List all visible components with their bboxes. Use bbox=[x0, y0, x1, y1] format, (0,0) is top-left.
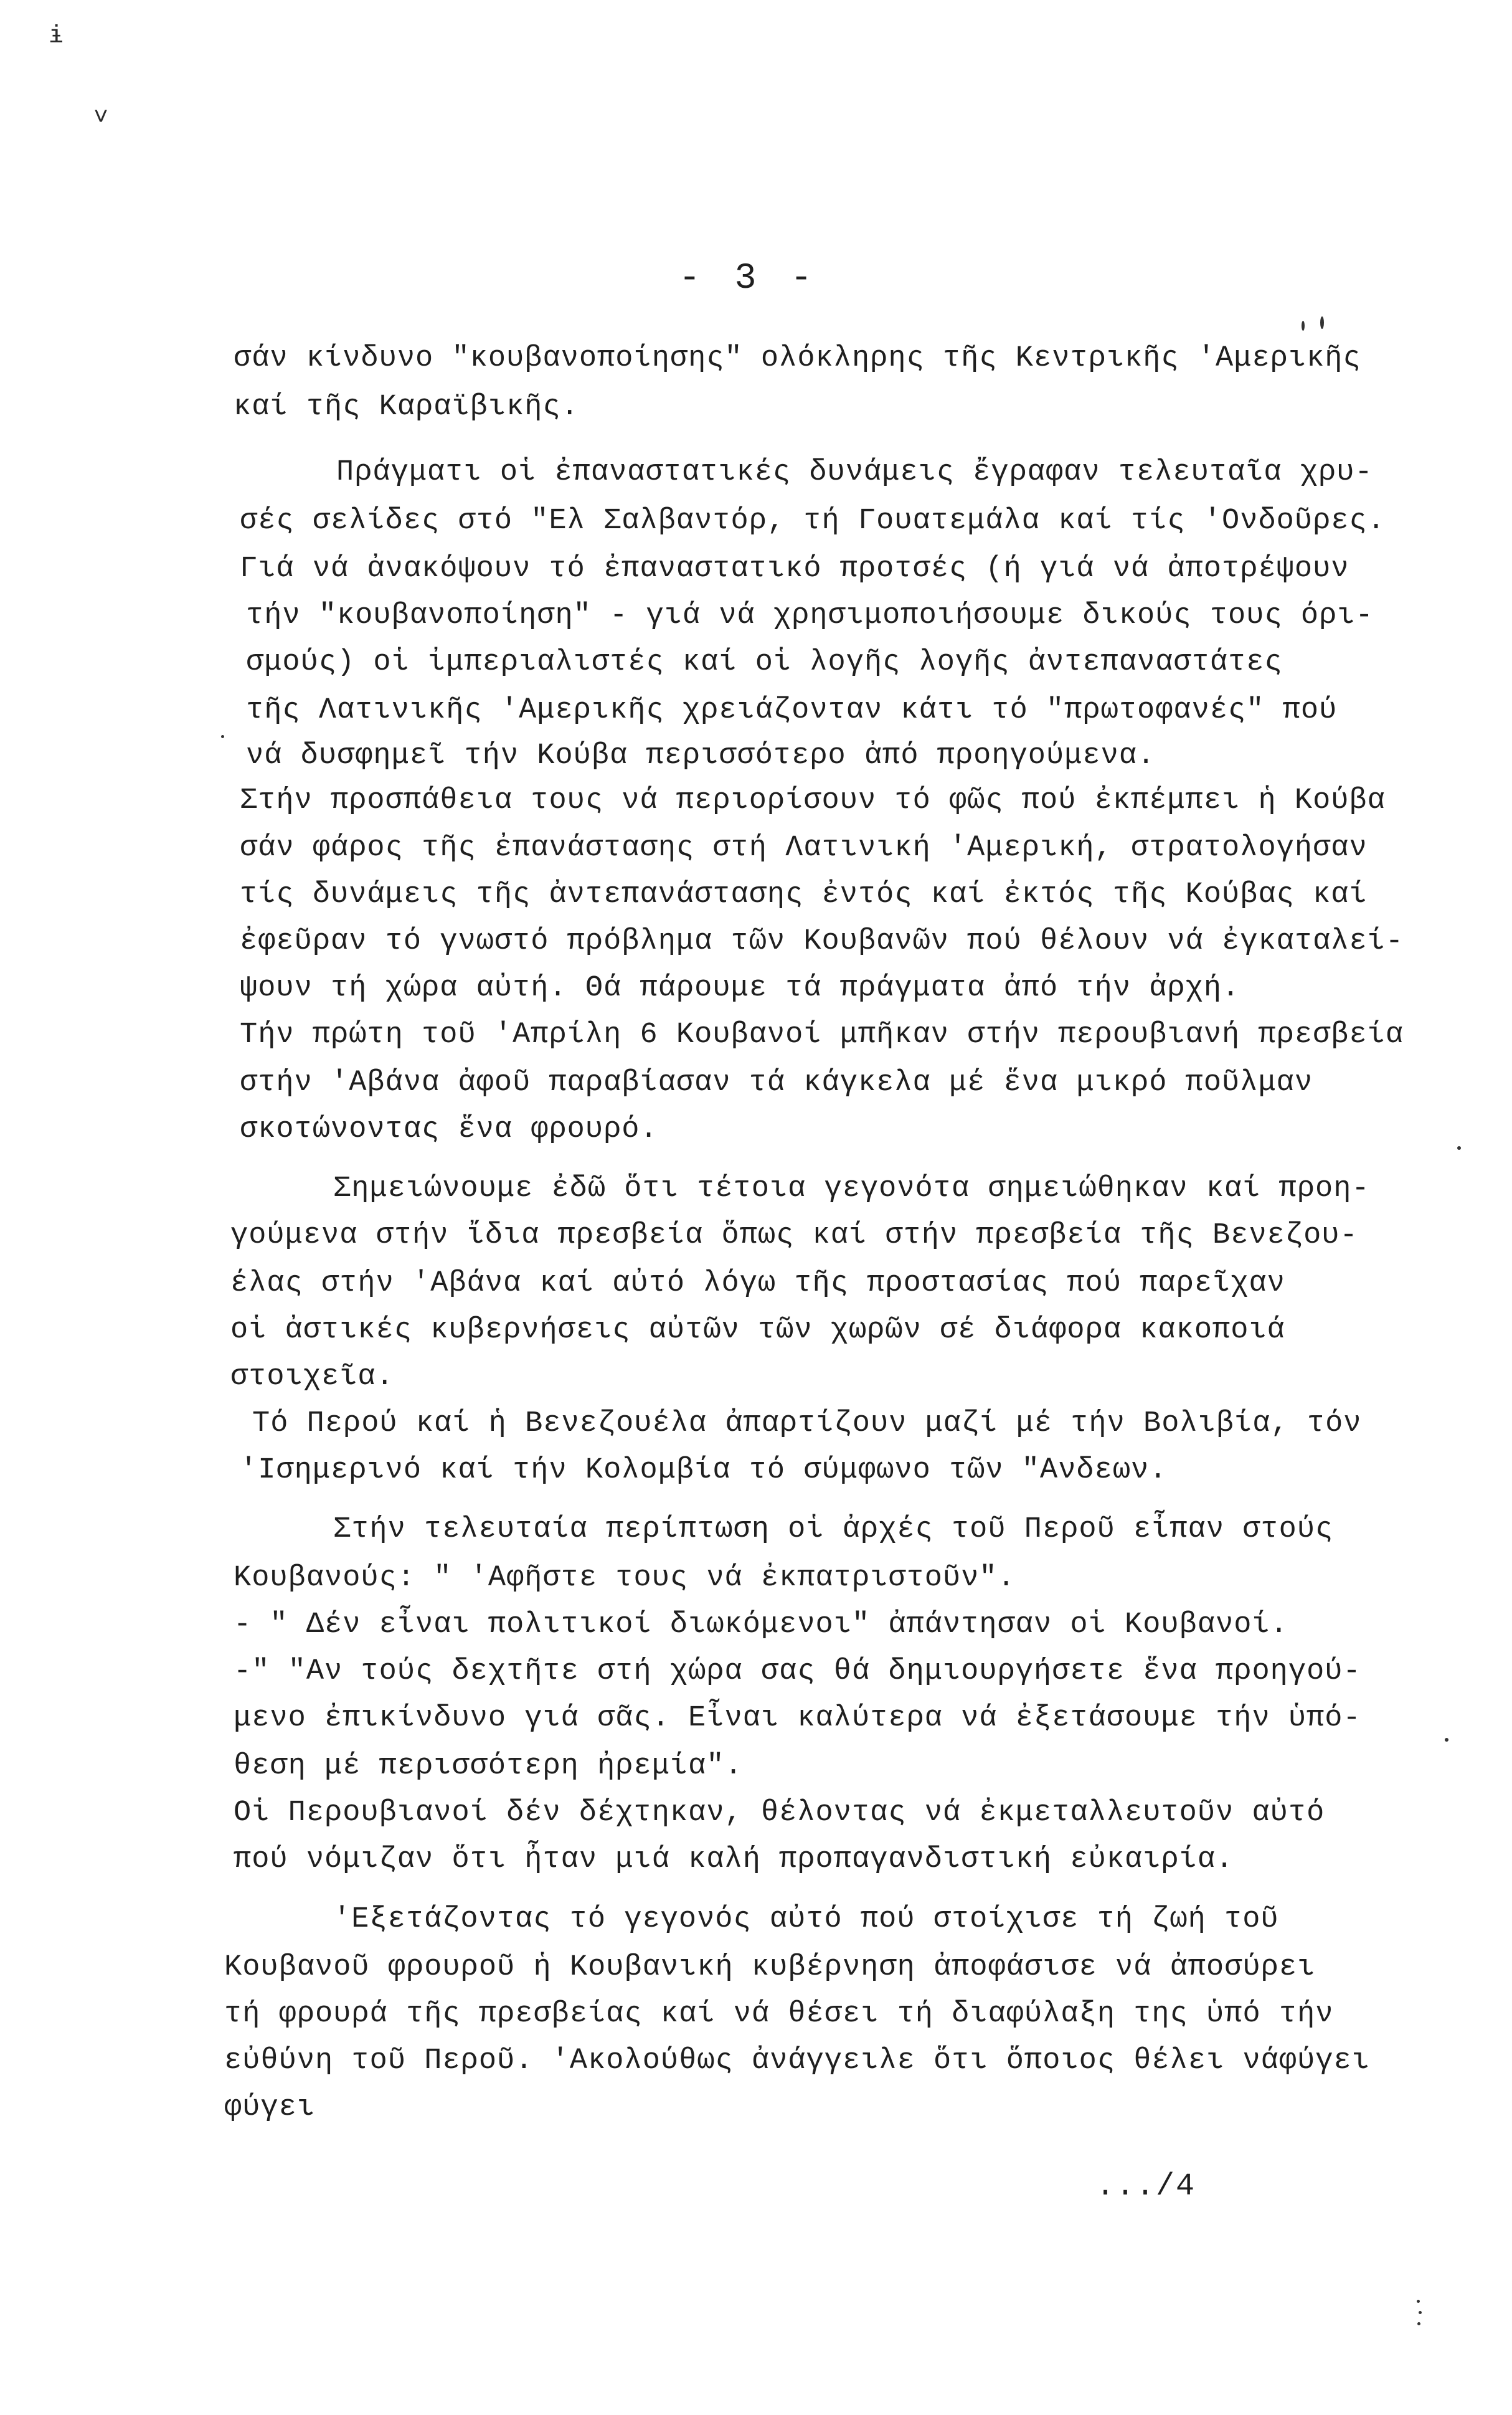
text-line: 'Ισημερινό καί τήν Κολομβία τό σύμφωνο τῶν "Ανδεων. bbox=[240, 1454, 1168, 1487]
text-line: Γιά νά ἀνακόψουν τό ἐπαναστατικό προτσές (ή γιά νά ἀποτρέψουν bbox=[240, 553, 1349, 586]
speck-mark bbox=[1417, 2300, 1420, 2303]
speck-mark bbox=[1419, 2311, 1422, 2314]
text-line: φύγει bbox=[224, 2091, 316, 2124]
text-line: Οἱ Περουβιανοί δέν δέχτηκαν, θέλοντας νά ἐκμεταλλευτοῦν αὐτό bbox=[234, 1796, 1325, 1829]
speck-mark bbox=[1457, 1146, 1461, 1150]
text-line: σκοτώνοντας ἕνα φρουρό. bbox=[240, 1113, 658, 1146]
text-line: Στήν τελευταία περίπτωση οἱ ἀρχές τοῦ Περοῦ εἶπαν στούς bbox=[333, 1513, 1334, 1546]
text-line: τήν "κουβανοποίηση" - γιά νά χρησιμοποιήσουμε δικούς τους όρι- bbox=[246, 599, 1374, 632]
text-line: ἐφεῦραν τό γνωστό πρόβλημα τῶν Κουβανῶν πού θέλουν νά ἐγκαταλεί- bbox=[240, 925, 1404, 958]
speck-mark bbox=[1445, 1738, 1448, 1742]
text-line: οἱ ἀστικές κυβερνήσεις αὐτῶν τῶν χωρῶν σέ διάφορα κακοποιά bbox=[230, 1314, 1285, 1347]
corner-mark: ɨ bbox=[49, 22, 64, 50]
text-line: τῆς Λατινικῆς 'Αμερικῆς χρειάζονταν κάτι τό "πρωτοφανές" πού bbox=[246, 694, 1338, 727]
text-line: σμούς) οἱ ἰμπεριαλιστές καί οἱ λογῆς λογῆς ἀντεπαναστάτες bbox=[246, 646, 1283, 679]
speck-mark bbox=[1302, 321, 1305, 331]
text-line: έλας στήν 'Αβάνα καί αὐτό λόγω τῆς προστασίας πού παρεῖχαν bbox=[230, 1267, 1285, 1300]
text-line: πού νόμιζαν ὅτι ἦταν μιά καλή προπαγανδιστική εὐκαιρία. bbox=[234, 1843, 1234, 1876]
text-line: στοιχεῖα. bbox=[230, 1360, 394, 1393]
page-number: - 3 - bbox=[679, 259, 819, 299]
text-line: - " Δέν εἶναι πολιτικοί διωκόμενοι" ἀπάντησαν οἱ Κουβανοί. bbox=[234, 1608, 1288, 1641]
text-line: Στήν προσπάθεια τους νά περιορίσουν τό φῶς πού ἐκπέμπει ἡ Κούβα bbox=[240, 784, 1386, 817]
text-line: ψουν τή χώρα αὐτή. Θά πάρουμε τά πράγματα ἀπό τήν ἀρχή. bbox=[240, 972, 1240, 1005]
text-line: γούμενα στήν ἴδια πρεσβεία ὅπως καί στήν πρεσβεία τῆς Βενεζου- bbox=[230, 1219, 1358, 1252]
text-line: σάν φάρος τῆς ἐπανάστασης στή Λατινική 'Αμερική, στρατολογήσαν bbox=[240, 832, 1368, 865]
text-line: Σημειώνουμε ἐδῶ ὅτι τέτοια γεγονότα σημειώθηκαν καί προη- bbox=[333, 1172, 1370, 1205]
text-line: καί τῆς Καραϊβικῆς. bbox=[234, 391, 579, 424]
text-line: σές σελίδες στό "Ελ Σαλβαντόρ, τή Γουατεμάλα καί τίς 'Ονδοῦρες. bbox=[240, 505, 1386, 538]
text-line: εὐθύνη τοῦ Περοῦ. 'Ακολούθως ἀνάγγειλε ὅτι ὅποιος θέλει νάφύγει bbox=[224, 2044, 1370, 2077]
text-line: σάν κίνδυνο "κουβανοποίησης" ολόκληρης τῆς Κεντρικῆς 'Αμερικῆς bbox=[234, 342, 1361, 375]
text-line: Κουβανοῦ φρουροῦ ἡ Κουβανική κυβέρνηση ἀποφάσισε νά ἀποσύρει bbox=[224, 1951, 1316, 1984]
text-line: τή φρουρά τῆς πρεσβείας καί νά θέσει τή διαφύλαξη της ὑπό τήν bbox=[224, 1998, 1334, 2031]
text-line: στήν 'Αβάνα ἀφοῦ παραβίασαν τά κάγκελα μέ ἕνα μικρό ποῦλμαν bbox=[240, 1066, 1313, 1099]
speck-mark bbox=[1320, 316, 1324, 329]
text-line: Κουβανούς: " 'Αφῆστε τους νά ἐκπατριστοῦν". bbox=[234, 1562, 1016, 1595]
text-line: Τό Περού καί ἡ Βενεζουέλα ἀπαρτίζουν μαζί μέ τήν Βολιβία, τόν bbox=[252, 1407, 1362, 1440]
text-line: τίς δυνάμεις τῆς ἀντεπανάστασης ἐντός καί ἐκτός τῆς Κούβας καί bbox=[240, 878, 1368, 911]
text-line: Πράγματι οἱ ἐπαναστατικές δυνάμεις ἔγραφαν τελευταῖα χρυ- bbox=[336, 456, 1373, 489]
text-line: θεση μέ περισσότερη ἠρεμία". bbox=[234, 1750, 743, 1783]
text-line: μενο ἐπικίνδυνο γιά σᾶς. Εἶναι καλύτερα νά ἐξετάσουμε τήν ὑπό- bbox=[234, 1702, 1361, 1735]
text-line: νά δυσφημεῖ τήν Κούβα περισσότερο ἀπό προηγούμενα. bbox=[246, 739, 1156, 772]
continuation-marker: .../4 bbox=[1096, 2169, 1196, 2204]
text-line: Τήν πρώτη τοῦ 'Απρίλη 6 Κουβανοί μπῆκαν στήν περουβιανή πρεσβεία bbox=[240, 1018, 1404, 1051]
corner-mark: ˅ bbox=[93, 105, 109, 133]
speck-mark bbox=[1417, 2322, 1420, 2325]
text-line: -" "Αν τούς δεχτῆτε στή χώρα σας θά δημιουργήσετε ἕνα προηγού- bbox=[234, 1655, 1361, 1688]
speck-mark bbox=[221, 735, 224, 738]
text-line: 'Εξετάζοντας τό γεγονός αὐτό πού στοίχισε τή ζωή τοῦ bbox=[333, 1903, 1279, 1936]
